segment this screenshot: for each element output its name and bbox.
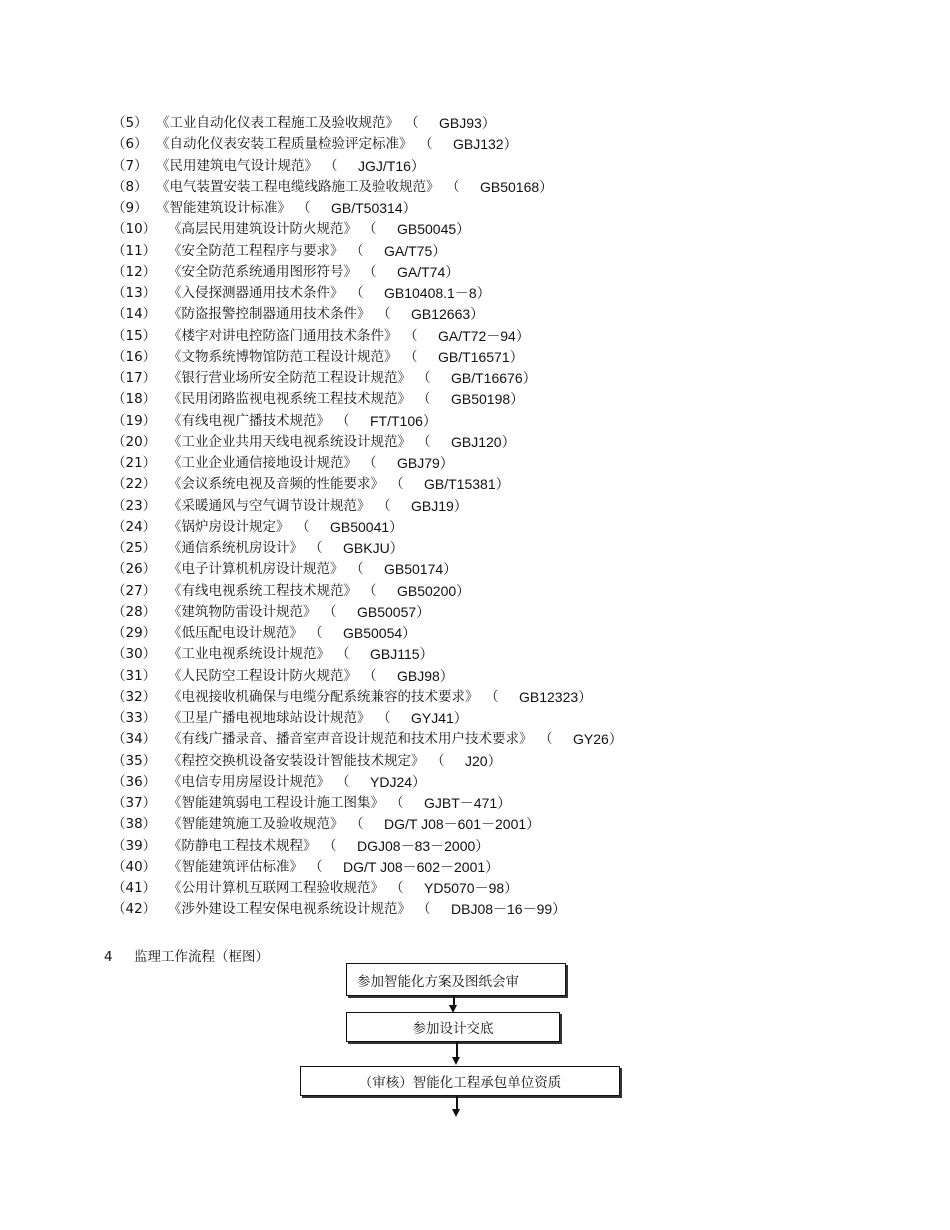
item-code: GYJ41） — [411, 710, 468, 726]
item-code: GA/T74） — [397, 263, 460, 280]
item-open-paren: （ — [350, 242, 364, 259]
flow-step-3: （审核）智能化工程承包单位资质 — [300, 1066, 620, 1096]
item-open-paren: （ — [390, 476, 404, 493]
item-code: GB50168） — [480, 178, 554, 195]
item-code: GB50041） — [330, 518, 404, 535]
item-title: 《会议系统电视及音频的性能要求》 — [168, 476, 384, 493]
item-open-paren: （ — [350, 816, 364, 833]
item-title: 《程控交换机设备安装设计智能技术规定》 — [168, 752, 425, 769]
item-code: GBJ132） — [453, 136, 518, 153]
item-open-paren: （ — [431, 752, 445, 769]
item-number: （15） — [112, 327, 157, 344]
item-title: 《民用闭路监视电视系统工程技术规范》 — [168, 391, 411, 408]
item-title: 《防盗报警控制器通用技术条件》 — [168, 306, 371, 323]
item-title: 《通信系统机房设计》 — [168, 540, 303, 556]
item-title: 《高层民用建筑设计防火规范》 — [168, 221, 357, 238]
item-number: （30） — [112, 646, 157, 663]
item-title: 《民用建筑电气设计规范》 — [156, 157, 318, 174]
item-number: （6） — [112, 136, 148, 153]
item-code: GBJ120） — [451, 433, 516, 450]
item-open-paren: （ — [363, 667, 377, 684]
item-open-paren: （ — [485, 688, 499, 705]
item-open-paren: （ — [377, 497, 391, 514]
item-number: （21） — [112, 455, 157, 471]
item-open-paren: （ — [336, 646, 350, 663]
item-title: 《电信专用房屋设计规范》 — [168, 773, 330, 790]
item-code: GB50045） — [397, 221, 471, 238]
item-number: （24） — [112, 518, 157, 535]
item-title: 《有线电视广播技术规范》 — [168, 412, 330, 429]
item-number: （40） — [112, 858, 157, 875]
item-open-paren: （ — [350, 561, 364, 578]
item-title: 《电子计算机机房设计规范》 — [168, 561, 344, 578]
item-title: 《工业电视系统设计规范》 — [168, 646, 330, 663]
item-number: （7） — [112, 157, 148, 174]
item-title: 《入侵探测器通用技术条件》 — [168, 285, 344, 301]
item-code: JGJ/T16） — [358, 157, 425, 174]
item-code: GB50198） — [451, 391, 525, 408]
item-title: 《锅炉房设计规定》 — [168, 518, 290, 535]
item-title: 《智能建筑施工及验收规范》 — [168, 816, 344, 833]
item-title: 《安全防范系统通用图形符号》 — [168, 263, 357, 280]
item-open-paren: （ — [309, 540, 323, 556]
item-open-paren: （ — [404, 348, 418, 365]
item-code: GB10408.1－8） — [384, 285, 491, 301]
item-number: （32） — [112, 688, 157, 705]
item-number: （9） — [112, 200, 148, 216]
item-number: （28） — [112, 603, 157, 620]
item-number: （39） — [112, 837, 157, 854]
item-title: 《银行营业场所安全防范工程设计规范》 — [168, 370, 411, 386]
item-open-paren: （ — [363, 582, 377, 599]
item-code: GBKJU） — [343, 540, 404, 556]
item-number: （14） — [112, 306, 157, 323]
item-title: 《楼宇对讲电控防盗门通用技术条件》 — [168, 327, 398, 344]
item-number: （22） — [112, 476, 157, 493]
item-number: （5） — [112, 115, 148, 131]
section-heading — [104, 945, 269, 965]
flow-connector-3 — [456, 1096, 458, 1110]
item-open-paren: （ — [363, 263, 377, 280]
item-number: （12） — [112, 263, 157, 280]
item-title: 《防静电工程技术规程》 — [168, 837, 317, 854]
flow-step-2: 参加设计交底 — [346, 1012, 560, 1042]
item-code: GY26） — [573, 731, 623, 748]
section-title: 监理工作流程（框图） — [134, 949, 269, 965]
item-title: 《人民防空工程设计防火规范》 — [168, 667, 357, 684]
item-title: 《文物系统博物馆防范工程设计规范》 — [168, 348, 398, 365]
flow-arrow-3 — [452, 1109, 460, 1117]
item-code: GB50200） — [397, 582, 471, 599]
item-number: （23） — [112, 497, 157, 514]
item-title: 《有线电视系统工程技术规范》 — [168, 582, 357, 599]
item-number: （25） — [112, 540, 157, 556]
item-code: GB12663） — [411, 306, 485, 323]
item-code: GB/T15381） — [424, 476, 510, 493]
item-open-paren: （ — [417, 391, 431, 408]
item-title: 《智能建筑设计标准》 — [156, 200, 291, 216]
item-open-paren: （ — [336, 773, 350, 790]
item-code: DBJ08－16－99） — [451, 901, 567, 918]
item-title: 《建筑物防雷设计规范》 — [168, 603, 317, 620]
item-title: 《安全防范工程程序与要求》 — [168, 242, 344, 259]
item-number: （20） — [112, 433, 157, 450]
flow-step-1: 参加智能化方案及图纸会审 — [346, 963, 566, 996]
section-number: 4 — [104, 949, 113, 965]
item-code: GJBT－471） — [424, 795, 512, 811]
item-code: DG/T J08－602－2001） — [343, 858, 500, 875]
item-code: YDJ24） — [370, 773, 427, 790]
item-open-paren: （ — [309, 625, 323, 641]
item-number: （34） — [112, 731, 157, 748]
item-title: 《卫星广播电视地球站设计规范》 — [168, 710, 371, 726]
item-title: 《有线广播录音、播音室声音设计规范和技术用户技术要求》 — [168, 731, 533, 748]
item-code: GBJ19） — [411, 497, 468, 514]
item-number: （17） — [112, 370, 157, 386]
item-code: DG/T J08－601－2001） — [384, 816, 541, 833]
item-number: （29） — [112, 625, 157, 641]
item-number: （37） — [112, 795, 157, 811]
item-title: 《智能建筑弱电工程设计施工图集》 — [168, 795, 384, 811]
item-number: （10） — [112, 221, 157, 238]
item-open-paren: （ — [390, 795, 404, 811]
item-open-paren: （ — [296, 518, 310, 535]
item-title: 《公用计算机互联网工程验收规范》 — [168, 880, 384, 896]
item-open-paren: （ — [417, 433, 431, 450]
item-title: 《自动化仪表安装工程质量检验评定标准》 — [156, 136, 413, 153]
item-open-paren: （ — [446, 178, 460, 195]
item-open-paren: （ — [336, 412, 350, 429]
item-number: （8） — [112, 178, 148, 195]
item-title: 《采暖通风与空气调节设计规范》 — [168, 497, 371, 514]
item-title: 《电视接收机确保与电缆分配系统兼容的技术要求》 — [168, 688, 479, 705]
item-open-paren: （ — [419, 136, 433, 153]
item-open-paren: （ — [417, 901, 431, 918]
item-title: 《工业企业通信接地设计规范》 — [168, 455, 357, 471]
item-open-paren: （ — [377, 710, 391, 726]
item-code: DGJ08－83－2000） — [357, 837, 490, 854]
item-open-paren: （ — [405, 115, 419, 131]
item-open-paren: （ — [297, 200, 311, 216]
item-open-paren: （ — [323, 837, 337, 854]
item-code: J20） — [465, 752, 502, 769]
item-title: 《工业自动化仪表工程施工及验收规范》 — [156, 115, 399, 131]
item-code: GBJ79） — [397, 455, 454, 471]
item-number: （35） — [112, 752, 157, 769]
item-number: （11） — [112, 242, 157, 259]
item-number: （26） — [112, 561, 157, 578]
item-code: GB50174） — [384, 561, 458, 578]
item-open-paren: （ — [363, 221, 377, 238]
item-code: GB50054） — [343, 625, 417, 641]
item-number: （16） — [112, 348, 157, 365]
item-number: （42） — [112, 901, 157, 918]
item-code: FT/T106） — [370, 412, 437, 429]
item-open-paren: （ — [309, 858, 323, 875]
item-number: （18） — [112, 391, 157, 408]
item-open-paren: （ — [323, 603, 337, 620]
item-number: （33） — [112, 710, 157, 726]
item-code: GBJ115） — [370, 646, 434, 663]
item-code: GB12323） — [519, 688, 593, 705]
item-title: 《工业企业共用天线电视系统设计规范》 — [168, 433, 411, 450]
item-open-paren: （ — [390, 880, 404, 896]
item-number: （41） — [112, 880, 157, 896]
item-open-paren: （ — [377, 306, 391, 323]
item-number: （36） — [112, 773, 157, 790]
item-code: GB/T16571） — [438, 348, 524, 365]
item-open-paren: （ — [417, 370, 431, 386]
item-number: （38） — [112, 816, 157, 833]
item-number: （31） — [112, 667, 157, 684]
item-number: （19） — [112, 412, 157, 429]
item-title: 《涉外建设工程安保电视系统设计规范》 — [168, 901, 411, 918]
item-number: （13） — [112, 285, 157, 301]
item-code: GA/T75） — [384, 242, 447, 259]
flow-arrow-2 — [452, 1057, 460, 1065]
item-code: GBJ98） — [397, 667, 454, 684]
item-open-paren: （ — [363, 455, 377, 471]
item-title: 《电气装置安装工程电缆线路施工及验收规范》 — [156, 178, 440, 195]
item-open-paren: （ — [350, 285, 364, 301]
item-open-paren: （ — [539, 731, 553, 748]
item-number: （27） — [112, 582, 157, 599]
item-code: GB/T50314） — [331, 200, 417, 216]
item-title: 《智能建筑评估标准》 — [168, 858, 303, 875]
item-open-paren: （ — [324, 157, 338, 174]
item-code: GB50057） — [357, 603, 431, 620]
flow-connector-2 — [456, 1042, 458, 1058]
item-code: GBJ93） — [439, 115, 496, 131]
item-code: GB/T16676） — [451, 370, 537, 386]
item-title: 《低压配电设计规范》 — [168, 625, 303, 641]
item-code: YD5070－98） — [424, 880, 519, 896]
item-open-paren: （ — [404, 327, 418, 344]
item-code: GA/T72－94） — [438, 327, 530, 344]
